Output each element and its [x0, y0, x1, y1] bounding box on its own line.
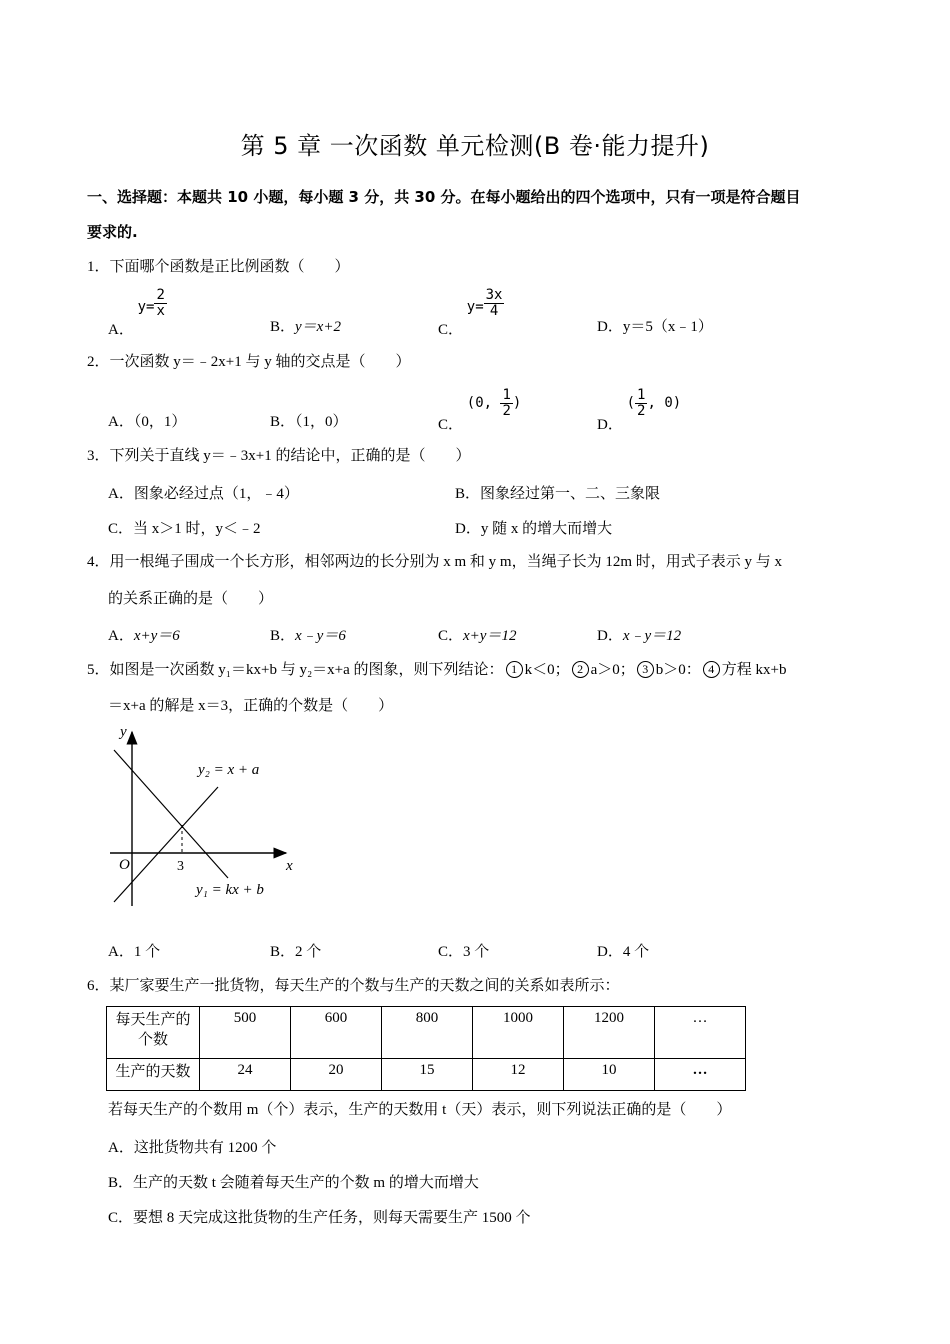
q5-option-c[interactable]: C．3 个	[438, 944, 490, 960]
table-cell: 20	[291, 1059, 382, 1091]
q4-option-a[interactable]: A．x+y＝6	[108, 628, 180, 644]
table-cell: 600	[291, 1007, 382, 1059]
q2-option-b[interactable]: B．（1，0）	[270, 414, 348, 430]
table-cell: 1000	[473, 1007, 564, 1059]
table-cell: 24	[200, 1059, 291, 1091]
question-4-stem-line1: 4．用一根绳子围成一个长方形，相邻两边的长分别为 x m 和 y m，当绳子长为 12m 时，用式子表示 y 与 x	[87, 554, 783, 570]
q3-option-c[interactable]: C．当 x＞1 时，y＜﹣2	[108, 521, 261, 537]
production-table	[106, 1006, 746, 1091]
svg-text:O: O	[119, 857, 130, 873]
svg-text:y₁ = kx + b: y₁ = kx + b	[196, 882, 264, 898]
table-row	[107, 1059, 746, 1091]
circled-number-4: 4	[703, 661, 720, 678]
question-3-stem: 3．下列关于直线 y＝﹣3x+1 的结论中，正确的是（ ）	[87, 448, 471, 464]
circled-number-3: 3	[637, 661, 654, 678]
q6-option-b[interactable]: B．生产的天数 t 会随着每天生产的个数 m 的增大而增大	[108, 1175, 479, 1191]
table-cell: 800	[382, 1007, 473, 1059]
q2-option-c[interactable]: C． (0, $\frac{1}{2}$ )	[438, 387, 522, 433]
table-cell: …	[655, 1007, 746, 1059]
table-cell: 15	[382, 1059, 473, 1091]
q2-option-a[interactable]: A．（0，1）	[108, 414, 187, 430]
q4-option-d[interactable]: D．x﹣y＝12	[597, 628, 682, 644]
q4-option-c[interactable]: C．x+y＝12	[438, 628, 517, 644]
q3-option-d[interactable]: D．y 随 x 的增大而增大	[455, 521, 613, 537]
q2-option-d[interactable]: D． ( $\frac{1}{2}$ , 0)	[597, 387, 682, 433]
row-header-per-day: 每天生产的 个数	[107, 1007, 200, 1059]
q3-option-a[interactable]: A．图象必经过点（1，﹣4）	[108, 486, 299, 502]
section-heading-line1: 一、选择题：本题共 10 小题，每小题 3 分，共 30 分。在每小题给出的四个选项中，只有一项是符合题目	[87, 188, 801, 206]
q5-option-a[interactable]: A．1 个	[108, 944, 161, 960]
table-cell: …	[655, 1059, 746, 1091]
svg-text:y: y	[120, 724, 127, 740]
table-row	[107, 1007, 746, 1059]
question-4-stem-line2: 的关系正确的是（ ）	[108, 591, 274, 607]
svg-text:x: x	[286, 858, 293, 874]
q4-option-b[interactable]: B．x﹣y＝6	[270, 628, 346, 644]
svg-text:3: 3	[177, 859, 184, 874]
page-title: 第 5 章 一次函数 单元检测(B 卷·能力提升)	[240, 132, 710, 160]
question-6-followup: 若每天生产的个数用 m（个）表示，生产的天数用 t（天）表示，则下列说法正确的是（ ）	[108, 1102, 732, 1118]
svg-text:y₂ = x + a: y₂ = x + a	[198, 762, 260, 778]
q1-option-a[interactable]: A． y= $\frac{2}{x}$	[108, 287, 165, 338]
circled-number-1: 1	[506, 661, 523, 678]
table-cell: 10	[564, 1059, 655, 1091]
q1-option-b[interactable]: B．y＝x+2	[270, 319, 341, 335]
q3-option-b[interactable]: B．图象经过第一、二、三象限	[455, 486, 661, 502]
question-2-stem: 2．一次函数 y＝﹣2x+1 与 y 轴的交点是（ ）	[87, 354, 411, 370]
question-5-stem-line1: 5．如图是一次函数 y₁＝kx+b 与 y₂＝x+a 的图象，则下列结论： 1 k＜0； 2 a＞0； 3 b＞0： 4 方程 kx+b	[87, 662, 787, 678]
row-header-days: 生产的天数	[107, 1059, 200, 1091]
q1-option-c[interactable]: C． y= $\frac{3x}{4}$	[438, 287, 503, 338]
question-6-stem: 6．某厂家要生产一批货物，每天生产的个数与生产的天数之间的关系如表所示：	[87, 978, 620, 994]
q6-option-a[interactable]: A．这批货物共有 1200 个	[108, 1140, 277, 1156]
q6-option-c[interactable]: C．要想 8 天完成这批货物的生产任务，则每天需要生产 1500 个	[108, 1210, 531, 1226]
q5-option-d[interactable]: D．4 个	[597, 944, 650, 960]
table-cell: 1200	[564, 1007, 655, 1059]
table-cell: 12	[473, 1059, 564, 1091]
q1-option-d[interactable]: D．y＝5（x﹣1）	[597, 319, 713, 335]
section-heading-line2: 要求的.	[87, 223, 138, 241]
q5-option-b[interactable]: B．2 个	[270, 944, 322, 960]
question-1-stem: 1．下面哪个函数是正比例函数（ ）	[87, 259, 350, 275]
circled-number-2: 2	[572, 661, 589, 678]
table-cell: 500	[200, 1007, 291, 1059]
question-5-stem-line2: ＝x+a 的解是 x＝3，正确的个数是（ ）	[108, 698, 394, 714]
linear-functions-graph	[100, 720, 320, 910]
